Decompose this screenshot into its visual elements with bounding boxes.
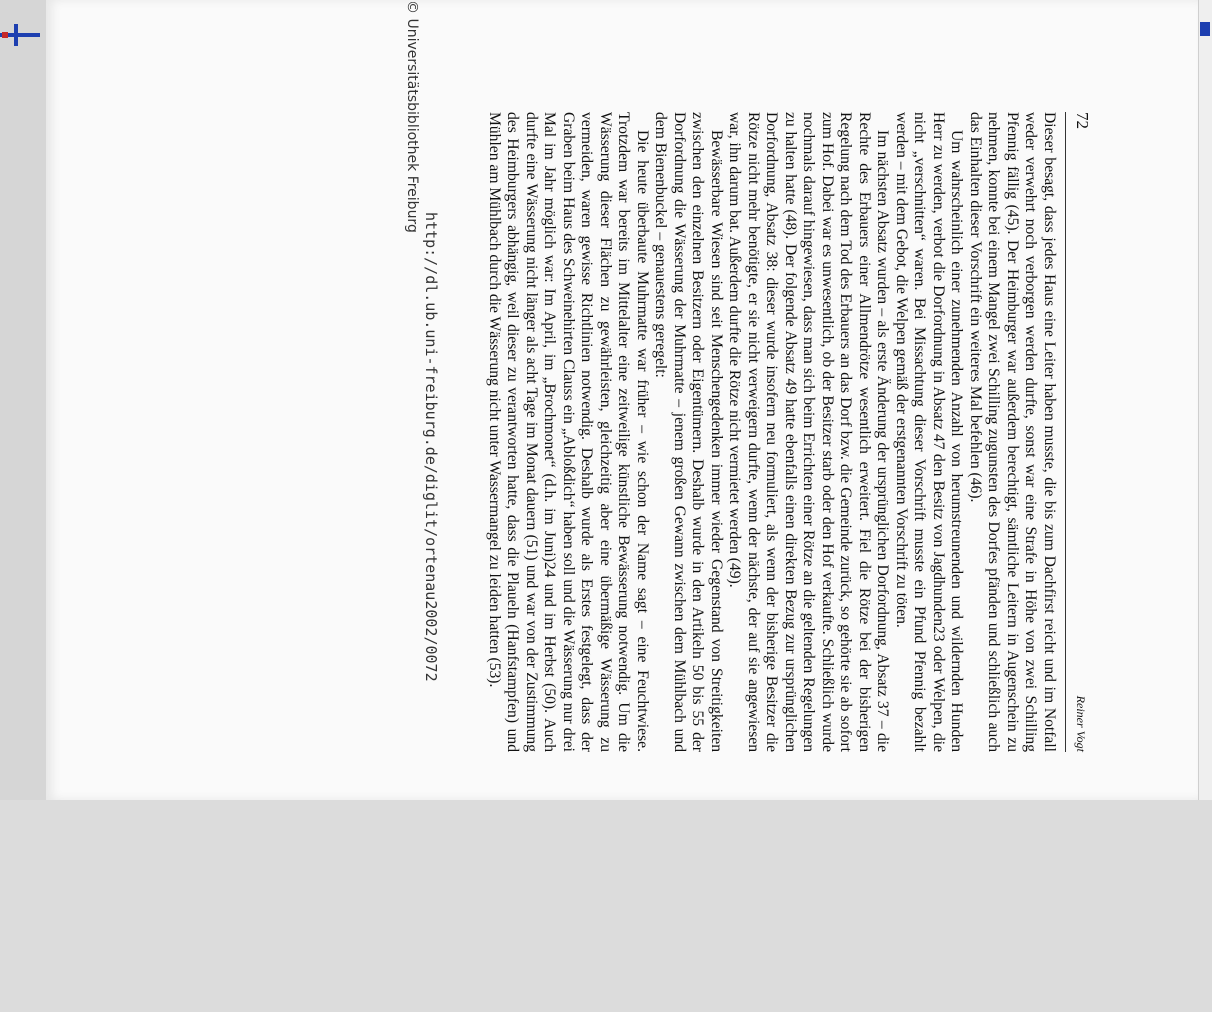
next-page-edge <box>1198 0 1212 800</box>
page-edge-mark <box>1200 22 1210 36</box>
scan-gutter <box>0 0 48 800</box>
paragraph: Dieser besagt, dass jedes Haus eine Leiter haben musste, die bis zum Dachfirst reicht und im Notfall weder verwehrt noch verborgen werden durfte, sonst war eine Strafe in Höhe von zwei Schilling Pfennig fällig (45). Der Heimburger war außerdem berechtigt, sämtliche Leitern in Augenschein zu nehmen, konnte bei einem Mangel zwei Schilling zugunsten des Dorfes pfänden und schließlich auch das Einhalten dieser Vorschrift ein weiteres Mal befehlen (46). <box>967 112 1058 752</box>
paragraph: Bewässerbare Wiesen sind seit Menschengedenken immer wieder Gegenstand von Streitigkeiten zwischen den einzelnen Besitzern oder Eigentümern. Deshalb wurde in den Artikeln 50 bis 55 der Dorfordnung die Wässerung der Muhrmatte – jenem großen Gewann zwischen dem Mühlbach und dem Bienenbuckel – genauestens geregelt: <box>652 112 725 752</box>
paragraph: Um wahrscheinlich einer zunehmenden Anzahl von herumstreunenden und wildernden Hunden Herr zu werden, verbot die Dorfordnung in Absatz 47 den Besitz von Jagdhunden23 oder Welpen, die nicht „verschnitten“ waren. Bei Missachtung dieser Vorschrift musste ein Pfund Pfennig bezahlt werden – mit dem Gebot, die Welpen gemäß der erstgenannten Vorschrift zu töten. <box>893 112 966 752</box>
page-header <box>1065 112 1094 752</box>
copyright-notice: © Universitätsbibliothek Freiburg <box>404 0 420 233</box>
page-number: 72 <box>1073 112 1092 129</box>
paragraph: Die heute überbaute Muhrmatte war früher – wie schon der Name sagt – eine Feuchtwiese. Trotzdem war bereits im Mittelalter eine zeitweilige künstliche Bewässerung notwendig. Um die Wässerung dieser Flächen zu gewährleisten, gleichzeitig aber eine übermäßige Wässerung zu vermeiden, waren gewisse Richtlinien notwendig. Deshalb wurde als Erstes festgelegt, dass der Graben beim Haus des Schweinehirten Clauss ein „Abloßdich“ haben soll und die Wässerung nur drei Mal im Jahr möglich war: Im April, im „Brochmonet“ (d.h. im Juni)24 und im Herbst (50). Auch durfte eine Wässerung nicht länger als acht Tage im Monat dauern (51) und war von der Zustimmung des Heimburgers abhängig, weil dieser zu verantworten hatte, dass die Plaueln (Hanfstampfen) und Mühlen am Mühlbach durch die Wässerung nicht unter Wassermangel zu leiden hatten (53). <box>486 112 651 752</box>
body-text <box>485 112 1059 752</box>
paragraph: Im nächsten Absatz wurden – als erste Änderung der ursprünglichen Dorfordnung, Absatz 37 – die Rechte des Erbauers einer Allmendrötze wesentlich erweitert. Fiel die Rötze bei der bisherigen Regelung nach dem Tod des Erbauers an das Dorf bzw. die Gemeinde zurück, so gehörte sie ab sofort zum Hof. Dabei war es unwesentlich, ob der Besitzer starb oder den Hof verkaufte. Schließlich wurde nochmals darauf hingewiesen, dass man sich beim Errichten einer Rötze an die geltenden Regelungen zu halten hatte (48). Der folgende Absatz 49 hatte ebenfalls einen direkten Bezug zur ursprünglichen Dorfordnung, Absatz 38: dieser wurde insofern neu formuliert, als wenn der bisherige Besitzer die Rötze nicht mehr benötigte, er sie nicht verweigern durfte, wenn der nächste, der auf sie angewiesen war, ihn darum bat. Außerdem durfte die Rötze nicht vermietet werden (49). <box>726 112 892 752</box>
page-content <box>114 112 1094 752</box>
running-header-author: Reiner Vogt <box>1074 695 1088 752</box>
color-calibration-mark <box>0 28 40 42</box>
source-url: http://dl.ub.uni-freiburg.de/diglit/ortenau2002/0072 <box>422 212 440 682</box>
